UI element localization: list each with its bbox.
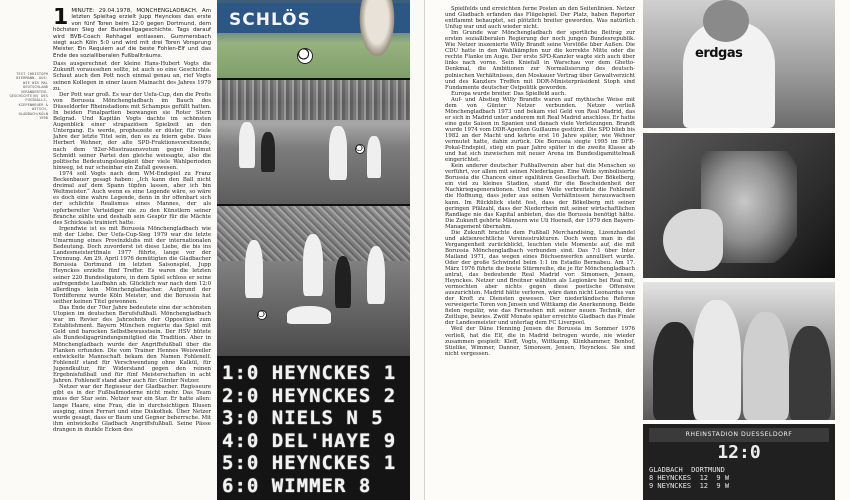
source-credit: TEXT CHRISTOPH BIERMANN. AUS: WIE WIR MAL DEUTSCHLAND VERÄNDERTEN. GESCHICHTE(N) DES FUSSBALLS, KIEPENHEUER & WITSCH, GLADBACH/KÖLN 1998 [9,72,48,121]
photo-player-portrait [643,0,835,128]
football-icon [257,310,267,320]
crowd [217,80,410,120]
player-figure [693,300,741,420]
photo-team-celebration [643,282,835,420]
scoreboard-row: 5:0 HEYNCKES 1 [222,452,397,474]
player-figure [357,0,397,62]
paragraph: Das Ende der 70er Jahre bedeutete eine der schönsten Utopien im deutschen Berufsfußball. Mönchengladbach war im Revier des Jahrzehnts der Opposition zum Establishment. Bayern München regierte das Spiel mit Geld und barocken Selbstbewusstsein. Der HSV hütete als Bundesligagründungsmitglied die Tradition. Aber in Mönchengladbach wurde der Angriffsfußball über die Flanken erfunden. Die vom Trainer Hennes Weisweiler entwickelte Mannschaft bekam den Namen Fohlenelf. Fohlenelf stand für Verschwendung ohne Kalkül, für Jugendkultur, für Widerstand gegen den reinen Ergebnisfußball und für fünf Meisterschaften in acht Jahren. Fohlenelf stand aber auch für: Günter Netzer. [53,305,211,385]
scoreboard-row: 1:0 HEYNCKES 1 [222,362,397,384]
player-figure [239,122,255,168]
player-figure [743,312,789,420]
player-hand [663,209,723,271]
shirt-sponsor-logo: erdgas [695,46,743,61]
paragraph: Die Zukunft brachte dem Fußball Merchandising, Lizenzhandel und aktienrechtliche Vereinsstrukturen. Doch wenn man in die Vergangenheit zurückblickt, leuchten viele Momente auf, die mit Borussia Mönchengladbach verbunden sind. Das 7:1 über Inter Mailand 1971, das wegen eines Büchsenwerfen annulliert wurde. Oder der große Schwindel beim 1:1 im Estadio Bernabeu. Am 17. März 1976 führte die beste Stürmreihe, die je für Mönchengladbach antrat, das bedeutende Real Madrid vor: Simonsen, Jensen, Heynckes. Netzer und Breitner wählten als Legionäre bei Real mit, vermochten aber nichts gegen diese poetische Offensive auszurichten. Madrid hätte verloren, wäre dann nicht Leonardus van der Kroft zu Diensten gewesen. Der niederländische Referee verweigerte Toren von Jensen und Wittkamp die Anerkennung. Beide fielen regulär, wie das Fernsehen mit seiner neuen Technik, der Zeitlupe, bewies. Zwölf Monate später erreichte Gladbach das Finale der Landesmeister und unterlag dem FC Liverpool. [445,229,635,327]
paragraph: Irgendwie ist es mit Borussia Mönchengladbach wie mit der Liebe. Der Uefa-Cup-Sieg 1979 war die letzte Umarmung eines Provinzklubs mit der internationalen Bedeutung. Doch zuvorderst ist diese Liebe, die bis ins Landesmeistertfinale 1977 führte, lange vor der Trennung. Am 29. April 1976 demütigten die Gladbacher Borussia Dortmund im letzten Saisonspiel, Jupp Heynckes erzielte fünf Treffer. Es waren die letzten seiner 220 Bundesligatore, in dem Spiel schloss er seine aufregendste Laufbahn ab. Glücklich war nach dem 12:0 allerdings kein Mönchengladbacher. Aufgrund der Tordifferenz wurde Köln Meister, und die Borussia hat seither keinen Titel gewonnen. [53,225,211,305]
scoreboard-header: RHEINSTADION DUESSELDORF [649,428,829,442]
player-figure [653,322,697,420]
photo-stadium-banner [217,0,410,78]
photo-goalmouth [217,206,410,356]
paragraph: Auf- und Abstieg Willy Brandts waren auf mythische Weise mit dem von Günter Netzer verbunden. Netzer verließ Mönchengladbach 1973 und bekam viel Geld von Real Madrid, das er sich in Madrid unter anderem mit Real Madrid anschloss. Er hatte eine gute Saison in Spanien und danach viele Verletzungen. Brandt wurde 1974 vom DDR-Agenten Guillaume gestürzt. Die SPD blieb bis 1982 an der Macht und kehrte erst 16 Jahre später, wie Wehner vermutet hatte, dahin zurück. Die Borussia siegte 1995 im DFB-Pokal-Endspiel, stieg ein paar Jahre später in die zweite Klasse ab und hat sich inzwischen mit neuer Arena im Bundesligamittelmaß eingerichtet. [445,96,635,164]
player-figure [335,256,351,308]
scoreboard-score: 12:0 [717,442,761,463]
football-icon [297,48,313,64]
player-figure [367,136,381,178]
article-body-left [53,8,211,498]
scoreboard-row: 3:0 NIELS N 5 [222,407,384,429]
photo-match-action [217,80,410,204]
paragraph: Kein anderer deutscher Fußballverein aber hat die Menschen so verführt, vor allem mit seinen Niederlagen. Eine Weile symbolisierte Borussia die Chancen einer egalitären Gesellschaft. Der Bökelberg, ein viel zu kleines Stadion, stand für die Bescheidenheit der Nachkriegsgenerationen. Und eine Weile verbreitete die Fohlenelf die Hoffnung, dass jeder aus seinen Verhältnissen herauswachsen kann. Im Rückblick steht fest, dass der Bökelberg mit seiner geringen Pfälzahl, dass der Niederrhein mit seiner wirtschaftlichen Randlage nie das Kapital anbieten, das die Borussia benötigt hätte. Die Zukunft gehörte Männern wie Uli Hoeneß, der 1979 den Bayern-Management übernahm. [445,163,635,230]
football-icon [355,144,365,154]
article-body-right [445,6,635,496]
player-figure [245,240,263,298]
paragraph: Spielfelds und erreichten ferne Posten an den Seitenlinien. Netzer und Gladbach erfanden das Flügelspiel. Der Platz, haben Reporter entflammt behauptet, sei plötzlich breiter geworden. Was natürlich Unfug war und auch wieder nicht. [445,6,635,31]
right-page [425,0,850,500]
paragraph: Dass ausgerechnet der kleine Hans-Hubert Vogts die Zukunft voraussehen sollte, ist auch so eine Geschichte. Schaut auch den Pott noch einmal genau an, rief Vogts seinen Kollegen in einer lauen Mainacht des Jahres 1979 zu. [53,61,211,92]
player-figure [789,326,831,420]
scoreboard-row: 4:0 DEL'HAYE 9 [222,429,397,452]
player-figure [329,126,347,180]
player-figure [303,234,323,296]
player-figure [367,246,385,304]
player-figure [261,132,275,172]
photo-stadium-scoreboard [643,424,835,500]
paragraph: Europa wurde breiter. Das Spielfeld auch. [451,90,567,97]
goalkeeper-diving [287,306,331,324]
scoreboard-row: 2:0 HEYNCKES 2 [222,384,397,407]
dropcap-number: 1 [53,8,69,30]
paragraph: Weil der Däne Henning Jensen die Borussia im Sommer 1976 verließ, hat die Elf, die in Madrid betrogen wurde, nie wieder zusammen gespielt: Kleff, Vogts, Wittkamp, Klinkhammer, Bonhof, Stielike, Wimmer, Danner, Simonsen, Jensen, Heynckes. Sie sind nicht vergessen. [445,326,635,357]
paragraph: Netzer war der Regisseur der Gladbacher. Regisseure gibt es in der Fußballmoderne nicht mehr. Das Team muss der Star sein. Netzer war ein Star. Er hatte allen: lange Haare, eine Frau, die in durchsichtigen Blusen ausging, einen Ferrari und eine Diskothek. Über Netzer wurde gesagt, dass er Baum und Gegner beherrsche. Mit ihm entwickelte Gladbach Angriffsfußball. Seine Pässe drangen in dunkle Ecken des [53,384,211,433]
lead-text: MINUTE: 29.04.1978, MÖNCHENGLADBACH. Am letzten Spieltag erzielt Jupp Heynckes das erste von fünf Toren beim 12:0 gegen Dortmund, dem höchsten Sieg der Bundesligageschichte. Tags darauf wird BVB-Coach Rehhagel entlassen. Gummersbach siegt auch Köln 5:0 und wird mit drei Toren Vorsprung Meister. Ein Requiem auf die beste Fohlen-Elf und das Ende des sozialliberalen Fußballträums. [53,8,211,59]
scoreboard-scorers: GLADBACH DORTMUND 8 HEYNCKES 12 9 W 9 NEYNCKES 12 9 W [649,466,730,490]
photo-player-closeup [643,133,835,278]
player-head [703,0,749,42]
paragraph: 1974 soll Vogts nach dem WM-Endspiel zu Franz Beckenbauer gesagt haben: „Ich kann den Ball nicht dreimal auf dem Spann tüpfen lassen, aber ich bin Weltmeister.“ Auch wenn es eine Legende wäre, so wäre es doch eine wahre Legende, denn in ihr offenbart sich der schlichte Realismus eines Mannes, der als opferbereiter Verteidiger nie zu den Künstlern seiner Branche zählte und deshalb sein Gespür für die Mächte des Schicksals trainiert hatte. [53,170,211,226]
scoreboard [217,358,410,500]
article-lead [53,8,211,59]
paragraph: Der Pott war groß. Es war der Uefa-Cup, den die Profis von Borussia Mönchengladbach im Bauch des Düsseldorfer Rheinstadions mit Schampus gefüllt hatten. In beiden Finalpartien bezwangen sie Roter Stern Belgrad. Und Kapitän Vogts dachte im schönsten Augenblick einer strapaziösen Spielzeit an den Untergang. Es werde, prophezeite er düster, für viele Jahre der letzte Titel sein, den es zu feiern gebe. Dass Herbert Wehner, der alte SPD-Fraktionsvorsitzende, nach dem '82er-Misstrauensvotum gegen Helmut Schmidt seiner Partei den gleiche weissagte, also die politische Bedeutungslosigkeit über viele Wahlperioden hinweg, ist nur scheinbar ein Zufall gewesen. [53,91,211,171]
scoreboard-row: 6:0 WIMMER 8 [222,474,372,497]
paragraph: Im Grunde war Mönchengladbach der sportliche Beitrag zur ersten sozialliberalen Regierung der noch jungen Bundesrepublik. Wie Netzer inszenierte Willy Brandt seine Vorstöße über Außen. Die CDU hatte in den Wahlkämpfen nur die korrekte Mitte oder die rechte Flanke im Auge. Der erste SPD-Kanzler wagte sich auch über links nach vorne. Sein Kniefall in Warschau vor dem Ghetto-Denkmal, die Ambitionen zur Normalisierung des deutsch-polnischen Verhältnisses, den Moskauer Vertrag über Gewaltverzicht und des Kanzlers Treffen mit DDR-Ministerpräsident Stoph sind Fundamente deutscher Ostpolitik geworden. [445,30,635,91]
banner-text: SCHLÖS [229,10,311,30]
